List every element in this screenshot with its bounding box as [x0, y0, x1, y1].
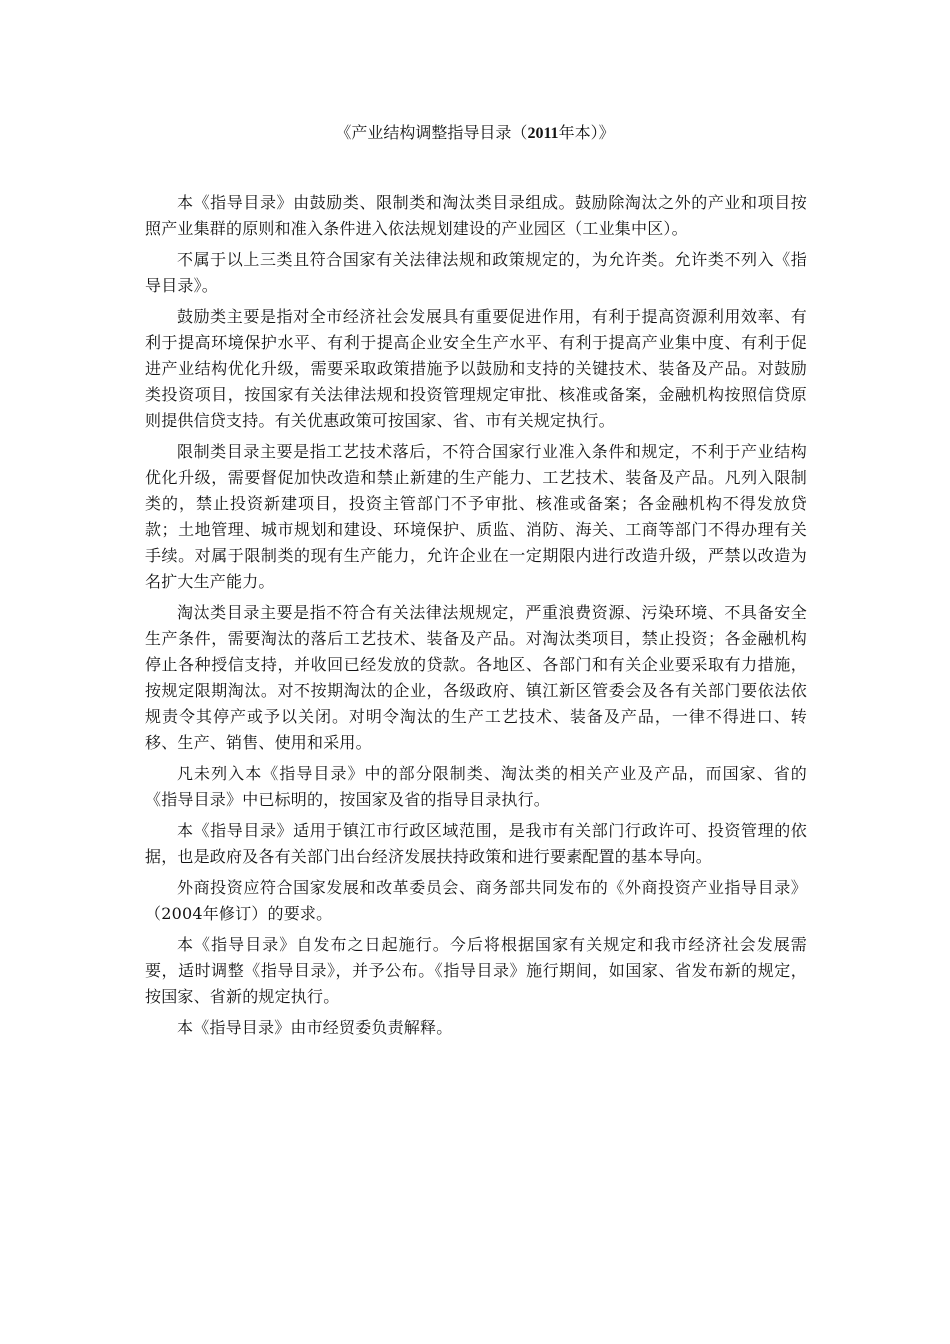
paragraph-effective: 本《指导目录》自发布之日起施行。今后将根据国家有关规定和我市经济社会发展需要，适时调整《指导目录》，并予公布。《指导目录》施行期间，如国家、省发布新的规定，按国家、省新的规定执行。	[145, 935, 807, 1006]
title-prefix: 《产业结构调整指导目录（	[335, 123, 528, 142]
paragraph-interpretation: 本《指导目录》由市经贸委负责解释。	[177, 1018, 453, 1037]
paragraph-foreign-investment: 外商投资应符合国家发展和改革委员会、商务部共同发布的《外商投资产业指导目录》（2004年修订）的要求。	[145, 878, 807, 923]
paragraph-composition: 本《指导目录》由鼓励类、限制类和淘汰类目录组成。鼓励除淘汰之外的产业和项目按照产业集群的原则和准入条件进入依法规划建设的产业园区（工业集中区）。	[145, 193, 807, 238]
title-suffix: 年本）》	[558, 123, 615, 142]
paragraph-unlisted: 凡未列入本《指导目录》中的部分限制类、淘汰类的相关产业及产品，而国家、省的《指导目录》中已标明的，按国家及省的指导目录执行。	[145, 764, 807, 809]
paragraph-permitted: 不属于以上三类且符合国家有关法律法规和政策规定的，为允许类。允许类不列入《指导目录》。	[145, 250, 807, 295]
document-title	[0, 121, 950, 146]
paragraph-encouraged: 鼓励类主要是指对全市经济社会发展具有重要促进作用，有利于提高资源利用效率、有利于提高环境保护水平、有利于提高企业安全生产水平、有利于提高产业集中度、有利于促进产业结构优化升级，需要采取政策措施予以鼓励和支持的关键技术、装备及产品。对鼓励类投资项目，按国家有关法律法规和投资管理规定审批、核准或备案，金融机构按照信贷原则提供信贷支持。有关优惠政策可按国家、省、市有关规定执行。	[145, 307, 807, 430]
title-year: 2011	[527, 125, 559, 142]
document-body	[145, 190, 807, 1046]
paragraph-restricted: 限制类目录主要是指工艺技术落后，不符合国家行业准入条件和规定，不利于产业结构优化升级，需要督促加快改造和禁止新建的生产能力、工艺技术、装备及产品。凡列入限制类的，禁止投资新建项目，投资主管部门不予审批、核准或备案；各金融机构不得发放贷款；土地管理、城市规划和建设、环境保护、质监、消防、海关、工商等部门不得办理有关手续。对属于限制类的现有生产能力，允许企业在一定期限内进行改造升级，严禁以改造为名扩大生产能力。	[145, 442, 807, 591]
paragraph-scope: 本《指导目录》适用于镇江市行政区域范围，是我市有关部门行政许可、投资管理的依据，也是政府及各有关部门出台经济发展扶持政策和进行要素配置的基本导向。	[145, 821, 807, 866]
paragraph-eliminated: 淘汰类目录主要是指不符合有关法律法规规定，严重浪费资源、污染环境、不具备安全生产条件，需要淘汰的落后工艺技术、装备及产品。对淘汰类项目，禁止投资；各金融机构停止各种授信支持，并收回已经发放的贷款。各地区、各部门和有关企业要采取有力措施，按规定限期淘汰。对不按期淘汰的企业，各级政府、镇江新区管委会及各有关部门要依法依规责令其停产或予以关闭。对明令淘汰的生产工艺技术、装备及产品，一律不得进口、转移、生产、销售、使用和采用。	[145, 603, 807, 752]
